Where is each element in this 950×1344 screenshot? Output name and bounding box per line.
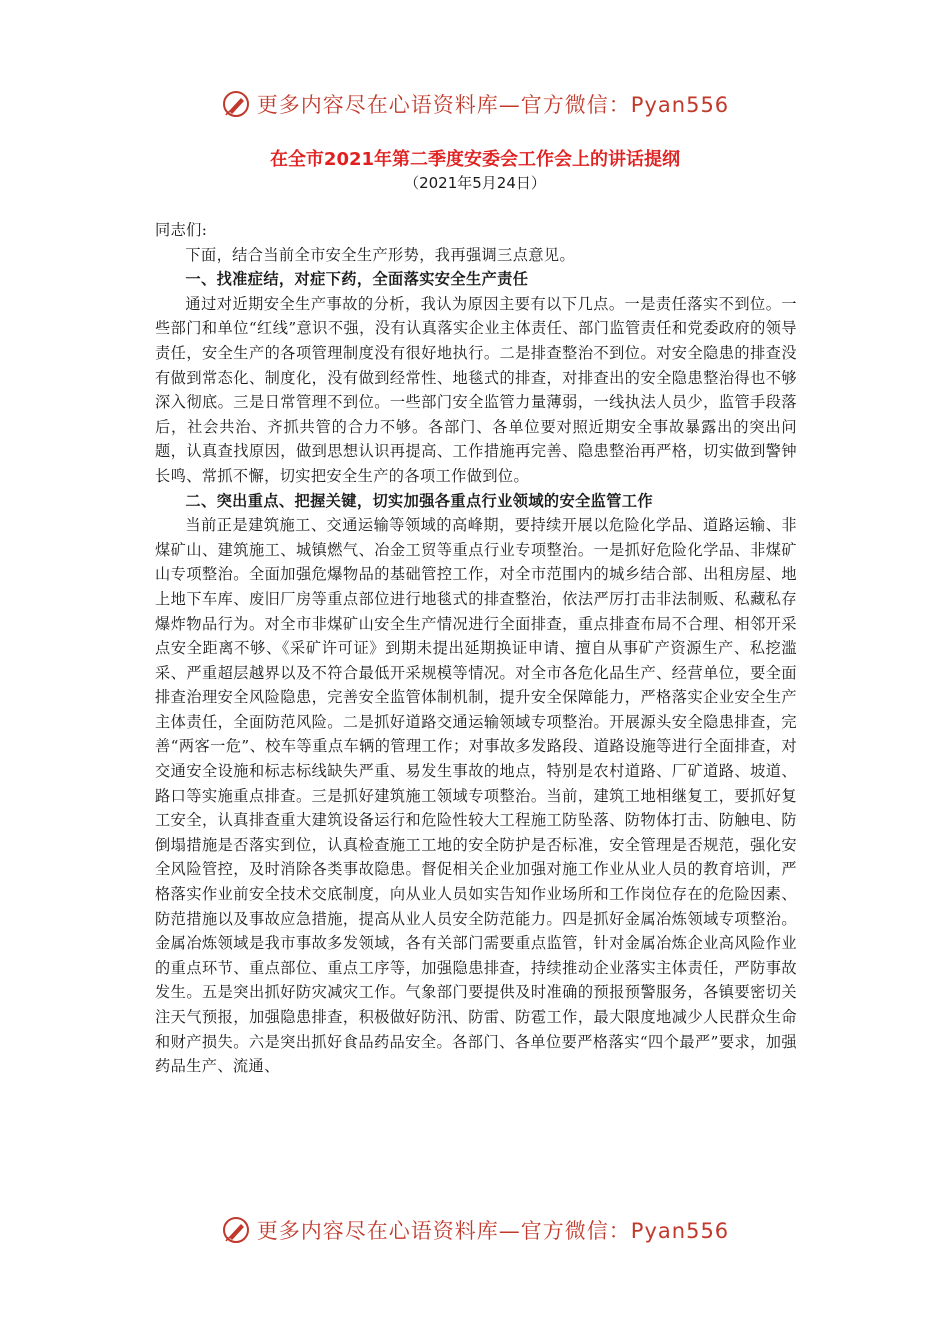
watermark-text: 更多内容尽在心语资料库—官方微信：Pyan556 <box>256 93 730 117</box>
section-paragraph-2: 当前正是建筑施工、交通运输等领域的高峰期，要持续开展以危险化学品、道路运输、非煤矿山、建筑施工、城镇燃气、冶金工贸等重点行业专项整治。一是抓好危险化学品、非煤矿山专项整治。全面加强危爆物品的基础管控工作，对全市范围内的城乡结合部、出租房屋、地上地下车库、废旧厂房等重点部位进行地毯式的排查整治，依法严厉打击非法制贩、私藏私存爆炸物品行为。对全市非煤矿山安全生产情况进行全面排查，重点排查布局不合理、相邻开采点安全距离不够、《采矿许可证》到期未提出延期换证申请、擅自从事矿产资源生产、私挖滥采、严重超层越界以及不符合最低开采规模等情况。对全市各危化品生产、经营单位，要全面排查治理安全风险隐患，完善安全监管体制机制，提升安全保障能力，严格落实企业安全生产主体责任，全面防范风险。二是抓好道路交通运输领域专项整治。开展源头安全隐患排查，完善“两客一危”、校车等重点车辆的管理工作；对事故多发路段、道路设施等进行全面排查，对交通安全设施和标志标线缺失严重、易发生事故的地点，特别是农村道路、厂矿道路、坡道、路口等实施重点排查。三是抓好建筑施工领域专项整治。当前，建筑工地相继复工，要抓好复工安全，认真排查重大建筑设备运行和危险性较大工程施工防坠落、防物体打击、防触电、防倒塌措施是否落实到位，认真检查施工工地的安全防护是否标准，安全管理是否规范，强化安全风险管控，及时消除各类事故隐患。督促相关企业加强对施工作业从业人员的教育培训，严格落实作业前安全技术交底制度，向从业人员如实告知作业场所和工作岗位存在的危险因素、防范措施以及事故应急措施，提高从业人员安全防范能力。四是抓好金属冶炼领域专项整治。金属冶炼领域是我市事故多发领域，各有关部门需要重点监管，针对金属冶炼企业高风险作业的重点环节、重点部位、重点工序等，加强隐患排查，持续推动企业落实主体责任，严防事故发生。五是突出抓好防灾减灾工作。气象部门要提供及时准确的预报预警服务，各镇要密切关注天气预报，加强隐患排查，积极做好防汛、防雷、防雹工作，最大限度地减少人民群众生命和财产损失。六是突出抓好食品药品安全。各部门、各单位要严格落实“四个最严”要求，加强药品生产、流通、 <box>155 516 797 1076</box>
intro-paragraph: 下面，结合当前全市安全生产形势，我再强调三点意见。 <box>185 245 576 264</box>
salutation: 同志们: <box>155 221 208 239</box>
document-date: （2021年5月24日） <box>404 174 546 192</box>
pen-logo-icon <box>221 1215 251 1245</box>
section-paragraph-1: 通过对近期安全生产事故的分析，我认为原因主要有以下几点。一是责任落实不到位。一些部门和单位“红线”意识不强，没有认真落实企业主体责任、部门监管责任和党委政府的领导责任，安全生产的各项管理制度没有很好地执行。二是排查整治不到位。对安全隐患的排查没有做到常态化、制度化，没有做到经常性、地毯式的排查，对排查出的安全隐患整治得也不够深入彻底。三是日常管理不到位。一些部门安全监管力量薄弱，一线执法人员少，监管手段落后，社会共治、齐抓共管的合力不够。各部门、各单位要对照近期安全事故暴露出的突出问题，认真查找原因，做到思想认识再提高、工作措施再完善、隐患整治再严格，切实做到警钟长鸣、常抓不懈，切实把安全生产的各项工作做到位。 <box>155 294 797 485</box>
section-heading-2: 二、突出重点、把握关键，切实加强各重点行业领域的安全监管工作 <box>185 491 654 510</box>
section-heading-1: 一、找准症结，对症下药，全面落实安全生产责任 <box>185 270 529 289</box>
document-body <box>155 218 797 1079</box>
document-title: 在全市2021年第二季度安委会工作会上的讲话提纲 <box>269 149 681 170</box>
header-watermark <box>0 84 950 124</box>
pen-logo-icon <box>221 89 251 119</box>
watermark-text: 更多内容尽在心语资料库—官方微信：Pyan556 <box>256 1219 730 1243</box>
footer-watermark <box>0 1210 950 1250</box>
